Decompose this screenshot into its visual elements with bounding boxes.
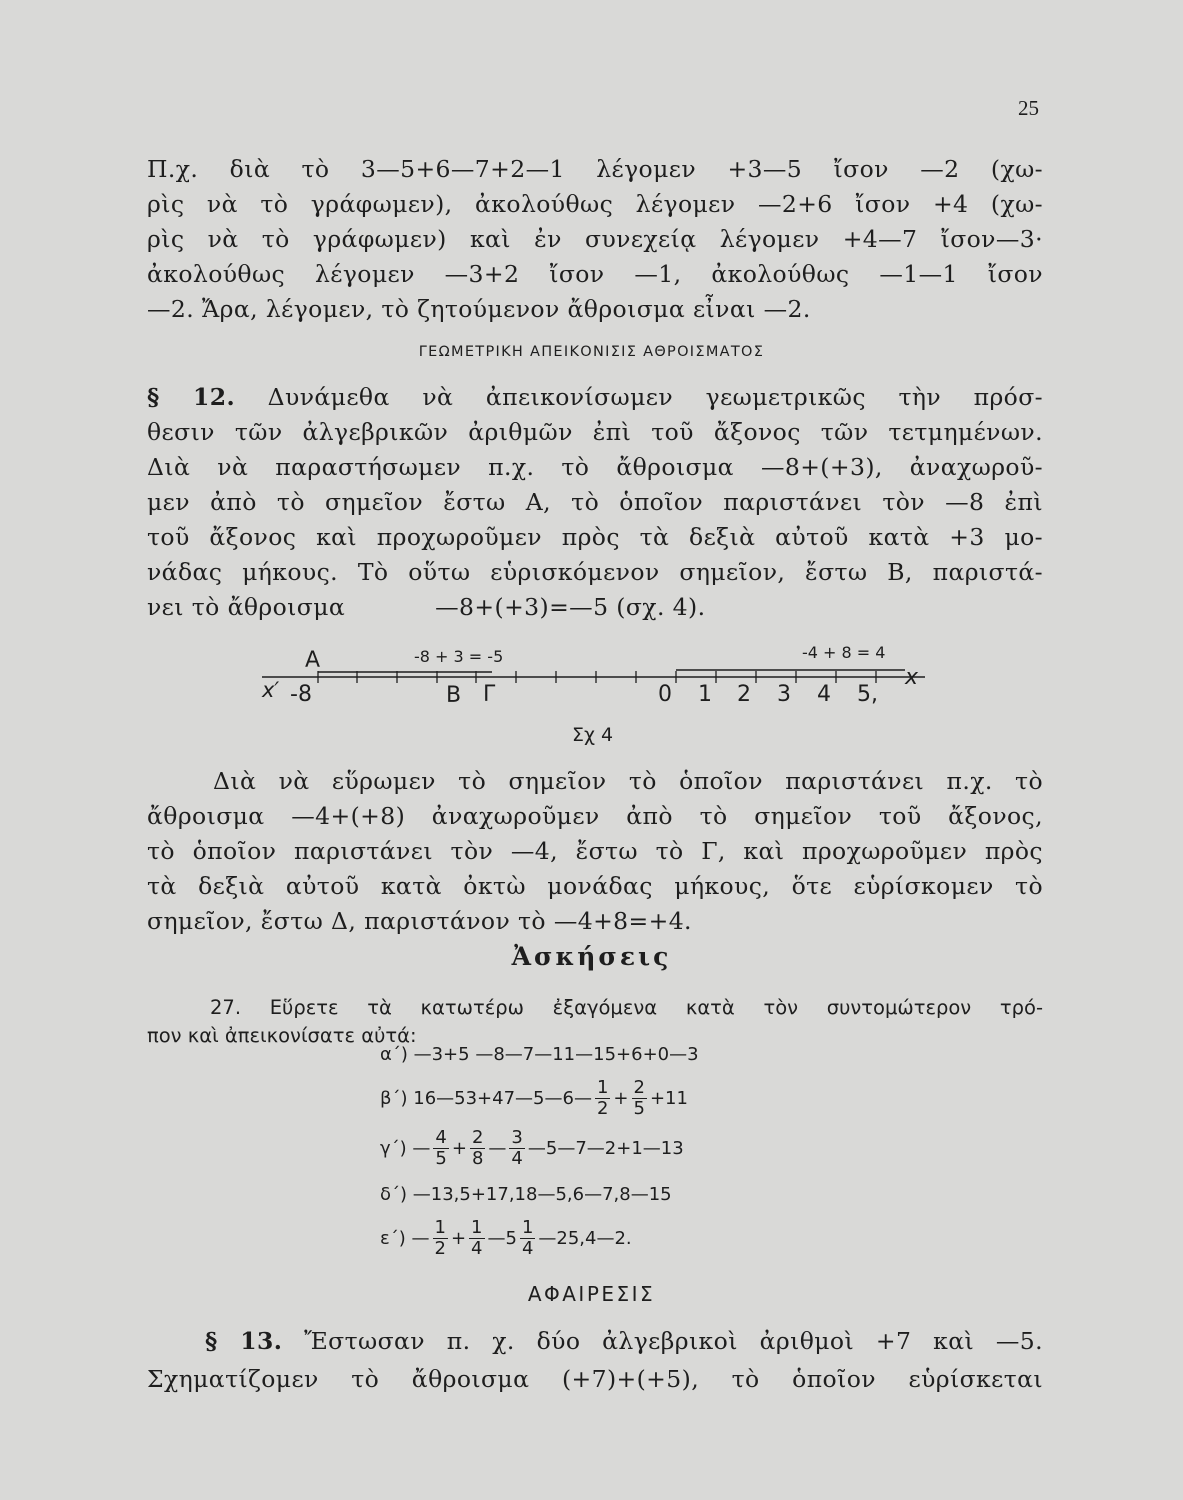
label-A: Α (305, 648, 321, 673)
expr-part: 16—53+47—5—6— (413, 1088, 592, 1109)
tick-label-3: 3 (777, 682, 791, 707)
numerator: 4 (435, 1127, 447, 1148)
subtraction-heading: ΑΦΑΙΡΕΣΙΣ (527, 1282, 656, 1306)
label-x-pos: x (905, 665, 919, 690)
denominator: 2 (434, 1238, 446, 1259)
fraction (520, 1218, 535, 1259)
section-label: § 12. (147, 383, 236, 411)
text-line: σημεῖον, ἔστω Δ, παριστάνον τὸ —4+8=+4. (147, 907, 692, 935)
tick-label-0: 0 (658, 682, 672, 707)
numerator: 1 (434, 1217, 446, 1238)
exercise-g (380, 1128, 684, 1169)
exercise-label: γ΄) (380, 1138, 407, 1159)
fraction (470, 1128, 485, 1169)
text-line: Σχηματίζομεν τὸ ἄθροισμα (+7)+(+5), τὸ ὁποῖον εὑρίσκεται (147, 1365, 1043, 1393)
fraction (469, 1218, 484, 1259)
expr-part: — (411, 1228, 430, 1249)
text-line: —2. Ἄρα, λέγομεν, τὸ ζητούμενον ἄθροισμα εἶναι —2. (147, 295, 811, 323)
exercise-label: β΄) (380, 1088, 408, 1109)
exercises-heading: Ἀσκήσεις (511, 942, 672, 971)
numerator: 1 (596, 1077, 609, 1098)
section-13-paragraph (147, 1322, 1043, 1398)
expr-part: — (412, 1138, 431, 1159)
expr-part: + (451, 1138, 467, 1159)
denominator: 5 (633, 1098, 645, 1119)
text-line: ρὶς νὰ τὸ γράφωμεν) καὶ ἐν συνεχείᾳ λέγομεν +4—7 ἴσον—3· (147, 225, 1043, 253)
numerator: 1 (521, 1217, 534, 1238)
denominator: 4 (511, 1148, 523, 1169)
denominator: 5 (435, 1148, 447, 1169)
label-G: Γ (483, 682, 496, 707)
text-line: ἄθροισμα —4+(+8) ἀναχωροῦμεν ἀπὸ τὸ σημεῖον τοῦ ἄξονος, (147, 802, 1043, 830)
denominator: 4 (471, 1238, 483, 1259)
equation-left: -8 + 3 = -5 (414, 647, 504, 666)
text-line: μεν ἀπὸ τὸ σημεῖον ἔστω Α, τὸ ὁποῖον παριστάνει τὸν —8 ἐπὶ (147, 488, 1043, 516)
section-label: § 13. (205, 1327, 283, 1355)
denominator: 8 (471, 1148, 484, 1169)
text-line: νάδας μήκους. Τὸ οὕτω εὑρισκόμενον σημεῖον, ἔστω Β, παριστά- (147, 558, 1043, 586)
fraction (632, 1078, 647, 1119)
text-line: τὸ ὁποῖον παριστάνει τὸν —4, ἔστω τὸ Γ, καὶ προχωροῦμεν πρὸς (147, 837, 1043, 865)
page-number: 25 (1018, 96, 1039, 120)
text-line: ἀκολούθως λέγομεν —3+2 ἴσον —1, ἀκολούθως —1—1 ἴσον (147, 260, 1043, 288)
text-line: Διὰ νὰ εὕρωμεν τὸ σημεῖον τὸ ὁποῖον παριστάνει π.χ. τὸ (213, 767, 1043, 795)
exercise-a: α΄) —3+5 —8—7—11—15+6+0—3 (380, 1044, 699, 1065)
text-line: τὰ δεξιὰ αὐτοῦ κατὰ ὀκτὼ μονάδας μήκους, ὅτε εὑρίσκομεν τὸ (147, 872, 1043, 900)
exercise-d: δ΄) —13,5+17,18—5,6—7,8—15 (380, 1184, 672, 1205)
fraction (433, 1218, 448, 1259)
text-line: ρὶς νὰ τὸ γράφωμεν), ἀκολούθως λέγομεν —2+6 ἴσον +4 (χω- (147, 190, 1043, 218)
tick-label-4: 4 (817, 682, 831, 707)
exercise-27-intro (147, 994, 1043, 1050)
exercise-label: ε΄) (380, 1228, 406, 1249)
expr-part: —5 (487, 1228, 517, 1249)
label-x-neg: x′ (262, 678, 280, 702)
expr-part: — (488, 1138, 507, 1159)
figure-caption: Σχ 4 (572, 724, 614, 746)
text-line (147, 1322, 1043, 1360)
text-line: πον καὶ ἀπεικονίσατε αὐτά: (147, 1024, 417, 1047)
expr-part: —5—7—2+1—13 (527, 1138, 684, 1159)
section-text: Δυνάμεθα νὰ ἀπεικονίσωμεν γεωμετρικῶς τὴν πρόσ- (267, 383, 1044, 411)
section-text: Ἔστωσαν π. χ. δύο ἀλγεβρικοὶ ἀριθμοὶ +7 καὶ —5. (304, 1327, 1043, 1355)
expr-part: —25,4—2. (538, 1228, 632, 1249)
tick-label-5: 5, (857, 682, 878, 707)
tick-label-m8: -8 (290, 682, 312, 707)
text-line: Π.χ. διὰ τὸ 3—5+6—7+2—1 λέγομεν +3—5 ἴσον —2 (χω- (147, 155, 1043, 183)
text-line: τοῦ ἄξονος καὶ προχωροῦμεν πρὸς τὰ δεξιὰ αὐτοῦ κατὰ +3 μο- (147, 523, 1043, 551)
paragraph-gamma-delta (147, 764, 1043, 939)
text-line: Διὰ νὰ παραστήσωμεν π.χ. τὸ ἄθροισμα —8+(+3), ἀναχωροῦ- (147, 453, 1043, 481)
tick-label-2: 2 (737, 682, 751, 707)
exercise-e (380, 1218, 632, 1259)
section-heading-geometric: ΓΕΩΜΕΤΡΙΚΗ ΑΠΕΙΚΟΝΙΣΙΣ ΑΘΡΟΙΣΜΑΤΟΣ (418, 344, 765, 360)
exercise-b (380, 1078, 688, 1119)
denominator: 2 (596, 1098, 609, 1119)
numerator: 2 (633, 1077, 645, 1098)
text-line: θεσιν τῶν ἀλγεβρικῶν ἀριθμῶν ἐπὶ τοῦ ἄξονος τῶν τετμημένων. (147, 418, 1043, 446)
equation-right: -4 + 8 = 4 (802, 643, 886, 662)
label-B: Β (446, 683, 462, 708)
fraction (595, 1078, 610, 1119)
expr-part: +11 (649, 1088, 688, 1109)
expr-part: + (613, 1088, 629, 1109)
text-line: 27. Εὕρετε τὰ κατωτέρω ἐξαγόμενα κατὰ τὸν συντομώτερον τρό- (210, 996, 1043, 1019)
equation: —8+(+3)=—5 (σχ. 4). (435, 593, 706, 621)
tick-label-1: 1 (698, 682, 712, 707)
text-fragment: νει τὸ ἄθροισμα (147, 593, 346, 621)
fraction (509, 1128, 524, 1169)
expr-part: + (450, 1228, 467, 1249)
numerator: 3 (511, 1127, 523, 1148)
numerator: 1 (471, 1217, 483, 1238)
numerator: 2 (471, 1127, 484, 1148)
denominator: 4 (521, 1238, 534, 1259)
fraction (433, 1128, 448, 1169)
